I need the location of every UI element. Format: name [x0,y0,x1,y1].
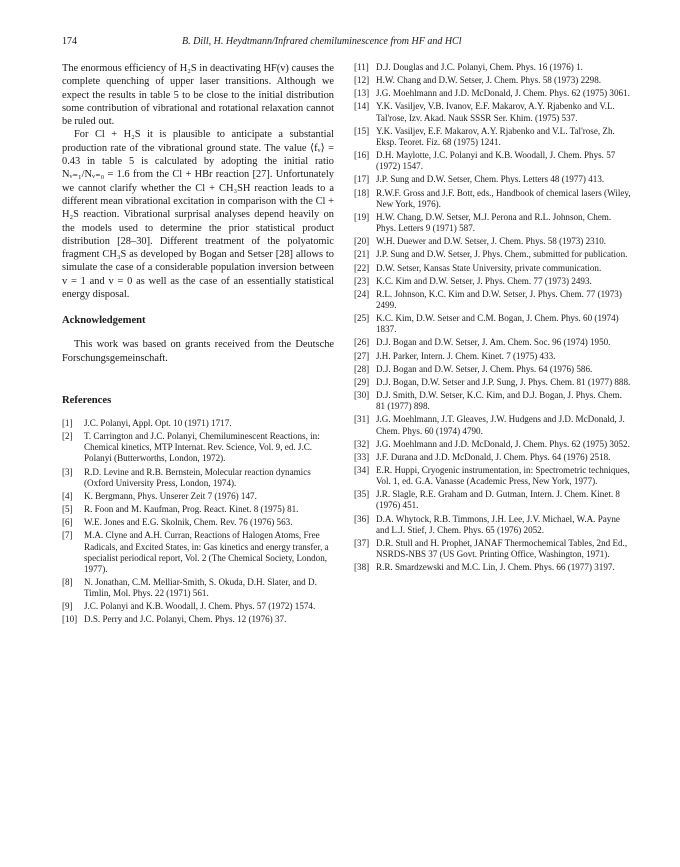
reference-text: R. Foon and M. Kaufman, Prog. React. Kinet. 8 (1975) 81. [84,504,299,515]
reference-item [354,439,632,450]
reference-text: R.R. Smardzewski and M.C. Lin, J. Chem. Phys. 66 (1977) 3197. [376,562,615,573]
reference-text: J.C. Polanyi and K.B. Woodall, J. Chem. Phys. 57 (1972) 1574. [84,601,316,612]
reference-item [354,390,632,412]
reference-text: D.J. Bogan and D.W. Setser, J. Am. Chem. Soc. 96 (1974) 1950. [376,337,611,348]
reference-number: [12] [354,75,370,86]
reference-number: [10] [62,614,78,625]
reference-text: K.C. Kim, D.W. Setser and C.M. Bogan, J. Chem. Phys. 60 (1974) 1837. [376,313,619,335]
reference-number: [24] [354,288,370,299]
reference-item [62,418,334,429]
reference-text: D.H. Maylotte, J.C. Polanyi and K.B. Woodall, J. Chem. Phys. 57 (1972) 1547. [376,150,616,172]
reference-item [354,489,632,511]
reference-text: D.A. Whytock, R.B. Timmons, J.H. Lee, J.V. Michael, W.A. Payne and L.J. Stief, J. Chem. Phys. 65 (1976) 2052. [376,513,620,535]
reference-number: [3] [62,466,73,477]
reference-item [354,465,632,487]
reference-number: [33] [354,451,370,462]
reference-item [62,530,334,575]
reference-number: [4] [62,490,73,501]
reference-number: [18] [354,187,370,198]
reference-number: [30] [354,390,370,401]
reference-number: [23] [354,275,370,286]
references-heading: References [62,394,112,406]
reference-text: D.J. Bogan and D.W. Setser, J. Chem. Phys. 64 (1976) 586. [376,363,593,374]
body-text [62,62,334,301]
reference-item [354,88,632,99]
reference-item [354,452,632,463]
right-column [354,62,632,575]
reference-text: D.J. Bogan, D.W. Setser and J.P. Sung, J. Phys. Chem. 81 (1977) 888. [376,376,631,387]
reference-number: [15] [354,125,370,136]
reference-item [354,364,632,375]
reference-text: E.R. Huppi, Cryogenic instrumentation, in: Spectrometric techniques, Vol. 1, ed. G.A. Vanasse (Academic Press, New York, 1977). [376,465,630,487]
reference-text: J.G. Moehlmann, J.T. Gleaves, J.W. Hudgens and J.D. McDonald, J. Chem. Phys. 60 (1974) 4790. [376,414,625,436]
reference-item [354,337,632,348]
reference-text: H.W. Chang, D.W. Setser, M.J. Perona and R.L. Johnson, Chem. Phys. Letters 9 (1971) 587. [376,211,612,234]
reference-text: Y.K. Vasiljev, V.B. Ivanov, E.F. Makarov, A.Y. Rjabenko and V.L. Tal'rose, Izv. Akad. Nauk SSSR Ser. Khim. (1975) 537. [376,101,615,123]
reference-item [354,562,632,573]
acknowledgement-section [62,315,334,365]
reference-item [354,377,632,388]
reference-text: R.D. Levine and R.B. Bernstein, Molecular reaction dynamics (Oxford University Press, London, 1974). [84,466,311,488]
reference-number: [20] [354,236,370,247]
reference-number: [17] [354,174,370,185]
running-header [62,36,628,47]
reference-item [62,577,334,599]
reference-text: R.L. Johnson, K.C. Kim and D.W. Setser, J. Phys. Chem. 77 (1973) 2499. [376,288,622,310]
reference-number: [1] [62,417,73,428]
reference-number: [25] [354,313,370,324]
reference-item [354,249,632,260]
reference-item [62,431,334,464]
reference-number: [19] [354,211,370,222]
reference-number: [8] [62,576,73,587]
reference-item [354,188,632,210]
reference-number: [5] [62,504,73,515]
reference-number: [21] [354,249,370,260]
reference-text: J.G. Moehlmann and J.D. McDonald, J. Chem. Phys. 62 (1975) 3061. [376,88,630,99]
reference-text: K.C. Kim and D.W. Setser, J. Phys. Chem. 77 (1973) 2493. [376,275,592,286]
reference-item [62,601,334,612]
reference-item [354,75,632,86]
acknowledgement-text: This work was based on grants received from the Deutsche Forschungsgemeinschaft. [62,339,334,364]
reference-item [354,276,632,287]
reference-text: D.J. Douglas and J.C. Polanyi, Chem. Phys. 16 (1976) 1. [376,62,583,72]
reference-text: W.H. Duewer and D.W. Setser, J. Chem. Phys. 58 (1973) 2310. [376,236,607,247]
reference-list-right [354,62,632,573]
reference-text: J.C. Polanyi, Appl. Opt. 10 (1971) 1717. [84,417,232,428]
body-paragraph-2: For Cl + H₂S it is plausible to anticipate a substantial production rate of the vibrational ground state. The value ⟨fᵥ⟩ = 0.43 in table 5 is calculated by adopting the initial ratio Nᵥ₌₁/Nᵥ₌₀ = 1.6 from the Cl + HBr reaction [27]. Unfortunately we cannot clarify whether the Cl + CH₃SH reaction leads to a different mean vibrational excitation in comparison with the Cl + H₂S reaction. Vibrational surprisal analyses depend heavily on the models used to determine the prior statistical product distribution [28–30]. Different treatment of the polyatomic fragment CH₃S as developed by Bogan and Setser [28] allows to simulate the case of a considerable population inversion between v = 1 and v = 0 as well as the case of an essentially statistical energy disposal. [62,129,334,301]
reference-text: J.P. Sung and D.W. Setser, J. Phys. Chem., submitted for publication. [376,249,628,260]
reference-item [354,126,632,148]
reference-text: J.H. Parker, Intern. J. Chem. Kinet. 7 (1975) 433. [376,350,556,361]
reference-number: [38] [354,562,370,573]
reference-number: [13] [354,88,370,99]
reference-text: J.F. Durana and J.D. McDonald, J. Chem. Phys. 64 (1976) 2518. [376,451,611,462]
reference-item [354,289,632,311]
reference-number: [16] [354,150,370,161]
reference-number: [14] [354,101,370,112]
reference-item [354,150,632,172]
reference-item [354,236,632,247]
reference-text: Y.K. Vasiljev, E.F. Makarov, A.Y. Rjabenko and V.L. Tal'rose, Zh. Eksp. Teoret. Fiz. 68 (1975) 1241. [376,125,615,147]
reference-item [62,467,334,489]
reference-number: [27] [354,350,370,361]
page-number: 174 [62,36,77,47]
reference-list-left [62,418,334,626]
reference-item [354,212,632,234]
references-section [62,395,334,626]
reference-item [354,263,632,274]
reference-number: [26] [354,337,370,348]
reference-text: K. Bergmann, Phys. Unserer Zeit 7 (1976) 147. [84,490,257,501]
acknowledgement-heading: Acknowledgement [62,315,146,327]
reference-text: N. Jonathan, C.M. Melliar-Smith, S. Okuda, D.H. Slater, and D. Timlin, Mol. Phys. 22 (1971) 561. [84,576,317,599]
reference-number: [34] [354,465,370,475]
reference-item [354,101,632,123]
reference-item [354,414,632,436]
reference-text: M.A. Clyne and A.H. Curran, Reactions of Halogen Atoms, Free Radicals, and Excited States, in: Gas kinetics and energy transfer, a specialist periodical report, Vol. 2 (The Chemical Society, London, 1977). [84,530,329,574]
reference-item [354,313,632,335]
left-column [62,62,334,628]
reference-text: J.G. Moehlmann and J.D. McDonald, J. Chem. Phys. 62 (1975) 3052. [376,438,630,449]
reference-text: D.J. Smith, D.W. Setser, K.C. Kim, and D.J. Bogan, J. Phys. Chem. 81 (1977) 898. [376,390,622,412]
reference-item [354,538,632,560]
reference-item [62,491,334,502]
reference-number: [11] [354,62,369,72]
reference-text: W.E. Jones and E.G. Skolnik, Chem. Rev. 76 (1976) 563. [84,517,293,528]
reference-item [354,514,632,536]
reference-item [354,174,632,185]
body-paragraph-1: The enormous efficiency of H₂S in deactivating HF(v) causes the complete quenching of upper laser transitions. Although we expect the results in table 5 to be close to the initial distribution some contribution of vibrational and rotational relaxation cannot be ruled out. [62,63,334,128]
reference-number: [32] [354,438,370,449]
reference-number: [37] [354,537,370,548]
reference-number: [35] [354,489,370,500]
reference-text: D.R. Stull and H. Prophet, JANAF Thermochemical Tables, 2nd Ed., NSRDS-NBS 37 (US Govt. Printing Office, Washington, 1971). [376,537,628,560]
running-head: B. Dill, H. Heydtmann/Infrared chemiluminescence from HF and HCl [182,36,462,47]
reference-text: D.W. Setser, Kansas State University, private communication. [376,262,602,273]
reference-number: [9] [62,601,73,612]
reference-number: [2] [62,431,73,442]
reference-item [354,351,632,362]
reference-number: [6] [62,517,73,528]
reference-text: D.S. Perry and J.C. Polanyi, Chem. Phys. 12 (1976) 37. [84,614,287,625]
reference-text: T. Carrington and J.C. Polanyi, Chemiluminescent Reactions, in: Chemical kinetics, MTP Internat. Rev. Science, Vol. 9, ed. J.C. Polanyi (Butterworths, London, 1972). [84,431,320,464]
reference-text: R.W.F. Gross and J.F. Bott, eds., Handbook of chemical lasers (Wiley, New York, 1976). [376,187,631,209]
reference-number: [36] [354,513,370,524]
reference-number: [29] [354,376,370,387]
reference-text: J.R. Slagle, R.E. Graham and D. Gutman, Intern. J. Chem. Kinet. 8 (1976) 451. [376,489,620,511]
reference-number: [7] [62,530,73,541]
reference-text: H.W. Chang and D.W. Setser, J. Chem. Phys. 58 (1973) 2298. [376,75,602,86]
reference-number: [22] [354,262,370,273]
reference-number: [31] [354,414,370,425]
reference-item [62,614,334,625]
reference-item [62,517,334,528]
reference-item [62,504,334,515]
reference-item [354,62,632,73]
reference-number: [28] [354,363,370,374]
reference-text: J.P. Sung and D.W. Setser, Chem. Phys. Letters 48 (1977) 413. [376,174,605,185]
